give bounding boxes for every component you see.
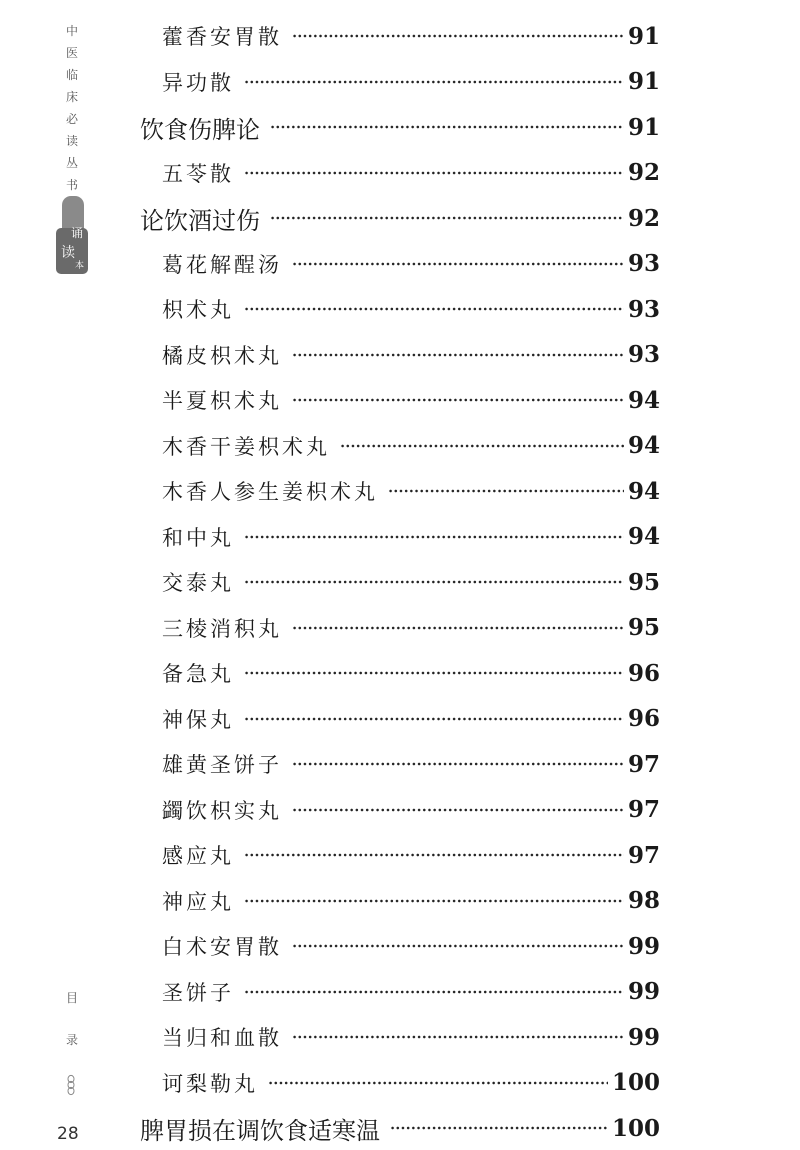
section-char: 目 bbox=[65, 991, 78, 1005]
toc-entry[interactable] bbox=[162, 424, 660, 468]
toc-entry-title: 橘皮枳术丸 bbox=[162, 343, 282, 368]
toc-entry-page: 92 bbox=[627, 159, 660, 186]
dot-leader bbox=[292, 808, 624, 812]
dot-leader bbox=[244, 990, 624, 994]
toc-entry[interactable] bbox=[162, 833, 660, 877]
toc-entry-page: 91 bbox=[627, 113, 660, 141]
toc-entry[interactable] bbox=[162, 242, 660, 286]
dot-leader bbox=[244, 307, 624, 311]
dot-leader bbox=[292, 34, 624, 38]
toc-entry[interactable] bbox=[162, 287, 660, 331]
series-char: 丛 bbox=[65, 156, 78, 170]
toc-entry-title: 感应丸 bbox=[162, 844, 234, 868]
dot-leader bbox=[244, 80, 624, 84]
series-char: 医 bbox=[65, 46, 78, 60]
dot-leader bbox=[390, 1126, 608, 1130]
toc-entry[interactable] bbox=[162, 924, 660, 968]
toc-entry-title: 枳术丸 bbox=[162, 298, 234, 322]
toc-entry[interactable] bbox=[162, 788, 660, 832]
dot-leader bbox=[270, 125, 624, 129]
toc-entry-page: 99 bbox=[627, 978, 660, 1005]
toc-chapter-title: 饮食伤脾论 bbox=[140, 115, 260, 144]
series-char: 书 bbox=[65, 178, 78, 192]
toc-entry[interactable] bbox=[162, 560, 660, 604]
series-title bbox=[60, 20, 84, 196]
toc-entry-title: 和中丸 bbox=[162, 525, 234, 550]
toc-entry-page: 92 bbox=[627, 204, 660, 232]
toc-entry-title: 当归和血散 bbox=[162, 1026, 282, 1050]
seal-char: 本 bbox=[75, 261, 85, 271]
toc-chapter-title: 脾胃损在调饮食适寒温 bbox=[140, 1116, 380, 1145]
toc-chapter-entry[interactable] bbox=[140, 1106, 660, 1150]
toc-entry[interactable] bbox=[162, 151, 660, 195]
toc-entry-page: 95 bbox=[627, 614, 660, 641]
toc-entry-page: 94 bbox=[627, 386, 660, 414]
toc-entry-page: 97 bbox=[627, 796, 660, 823]
toc-entry[interactable] bbox=[162, 515, 660, 559]
toc-entry-title: 白术安胃散 bbox=[162, 935, 282, 959]
toc-entry[interactable] bbox=[162, 651, 660, 695]
toc-entry[interactable] bbox=[162, 1061, 660, 1105]
series-char: 读 bbox=[65, 134, 78, 148]
dot-leader bbox=[244, 171, 624, 175]
toc-entry-page: 99 bbox=[627, 932, 660, 960]
dot-leader bbox=[292, 398, 624, 402]
toc-entry[interactable] bbox=[162, 378, 660, 422]
toc-entry-page: 93 bbox=[627, 341, 660, 368]
toc-entry-title: 圣饼子 bbox=[162, 980, 234, 1005]
dot-leader bbox=[244, 899, 624, 903]
dot-leader bbox=[292, 353, 624, 357]
toc-entry[interactable] bbox=[162, 1015, 660, 1059]
toc-entry-page: 94 bbox=[627, 432, 660, 459]
seal-char: 诵 bbox=[71, 226, 84, 240]
toc-entry-title: 半夏枳术丸 bbox=[162, 389, 282, 413]
dot-leader bbox=[270, 216, 624, 220]
page-number: 28 bbox=[57, 1124, 79, 1144]
toc-entry[interactable] bbox=[162, 970, 660, 1014]
dot-leader bbox=[388, 489, 624, 493]
toc-entry-page: 95 bbox=[627, 568, 660, 596]
toc-entry-title: 雄黄圣饼子 bbox=[162, 753, 282, 777]
section-title bbox=[62, 988, 82, 1072]
toc-entry-title: 神应丸 bbox=[162, 889, 234, 914]
series-char: 床 bbox=[65, 90, 78, 104]
toc-entry[interactable] bbox=[162, 469, 660, 513]
dot-leader bbox=[292, 262, 624, 266]
dot-leader bbox=[292, 762, 624, 766]
series-char: 必 bbox=[65, 112, 78, 126]
section-char: 录 bbox=[65, 1033, 78, 1047]
toc-entry-title: 蠲饮枳实丸 bbox=[162, 798, 282, 823]
toc-entry[interactable] bbox=[162, 14, 660, 58]
toc-entry-page: 94 bbox=[627, 523, 660, 550]
toc-entry-title: 备急丸 bbox=[162, 662, 234, 686]
toc-entry[interactable] bbox=[162, 60, 660, 104]
chain-ornament-icon bbox=[64, 1074, 78, 1096]
toc-entry-title: 木香干姜枳术丸 bbox=[162, 434, 330, 459]
dot-leader bbox=[292, 944, 624, 948]
recitation-seal-logo bbox=[56, 196, 88, 278]
series-char: 中 bbox=[65, 24, 78, 38]
dot-leader bbox=[244, 717, 624, 721]
toc-entry-page: 91 bbox=[627, 22, 660, 50]
dot-leader bbox=[292, 1035, 624, 1039]
toc-chapter-entry[interactable] bbox=[140, 196, 660, 240]
toc-entry[interactable] bbox=[162, 879, 660, 923]
toc-entry-title: 诃梨勒丸 bbox=[162, 1071, 258, 1096]
toc-entry-title: 葛花解酲汤 bbox=[162, 252, 282, 277]
toc-entry-title: 神保丸 bbox=[162, 707, 234, 732]
toc-entry[interactable] bbox=[162, 333, 660, 377]
toc-chapter-entry[interactable] bbox=[140, 105, 660, 149]
dot-leader bbox=[292, 626, 624, 630]
toc-entry-title: 藿香安胃散 bbox=[162, 25, 282, 49]
dot-leader bbox=[244, 535, 624, 539]
toc-entry-page: 97 bbox=[627, 841, 660, 869]
toc-entry[interactable] bbox=[162, 606, 660, 650]
toc-entry-page: 99 bbox=[627, 1023, 660, 1051]
toc-entry[interactable] bbox=[162, 742, 660, 786]
toc-entry-page: 96 bbox=[627, 705, 660, 732]
dot-leader bbox=[268, 1081, 608, 1085]
dot-leader bbox=[244, 853, 624, 857]
series-char: 临 bbox=[65, 68, 78, 82]
dot-leader bbox=[244, 580, 624, 584]
toc-entry-title: 异功散 bbox=[162, 70, 234, 95]
toc-entry-page: 96 bbox=[627, 659, 660, 687]
dot-leader bbox=[340, 444, 624, 448]
toc-entry-page: 100 bbox=[611, 1069, 660, 1096]
toc-entry-title: 交泰丸 bbox=[162, 571, 234, 595]
toc-entry-page: 94 bbox=[627, 477, 660, 505]
toc-entry-title: 五苓散 bbox=[162, 161, 234, 186]
dot-leader bbox=[244, 671, 624, 675]
toc-entry-title: 三棱消积丸 bbox=[162, 616, 282, 641]
toc-entry-page: 93 bbox=[627, 250, 660, 277]
toc-chapter-title: 论饮酒过伤 bbox=[140, 206, 260, 235]
seal-char: 读 bbox=[61, 245, 75, 261]
toc-entry-page: 93 bbox=[627, 295, 660, 323]
toc-entry[interactable] bbox=[162, 697, 660, 741]
toc-entry-page: 98 bbox=[627, 887, 660, 914]
toc-entry-title: 木香人参生姜枳术丸 bbox=[162, 480, 378, 504]
toc-entry-page: 91 bbox=[627, 68, 660, 95]
toc-entry-page: 100 bbox=[611, 1114, 660, 1142]
toc-entry-page: 97 bbox=[627, 750, 660, 778]
